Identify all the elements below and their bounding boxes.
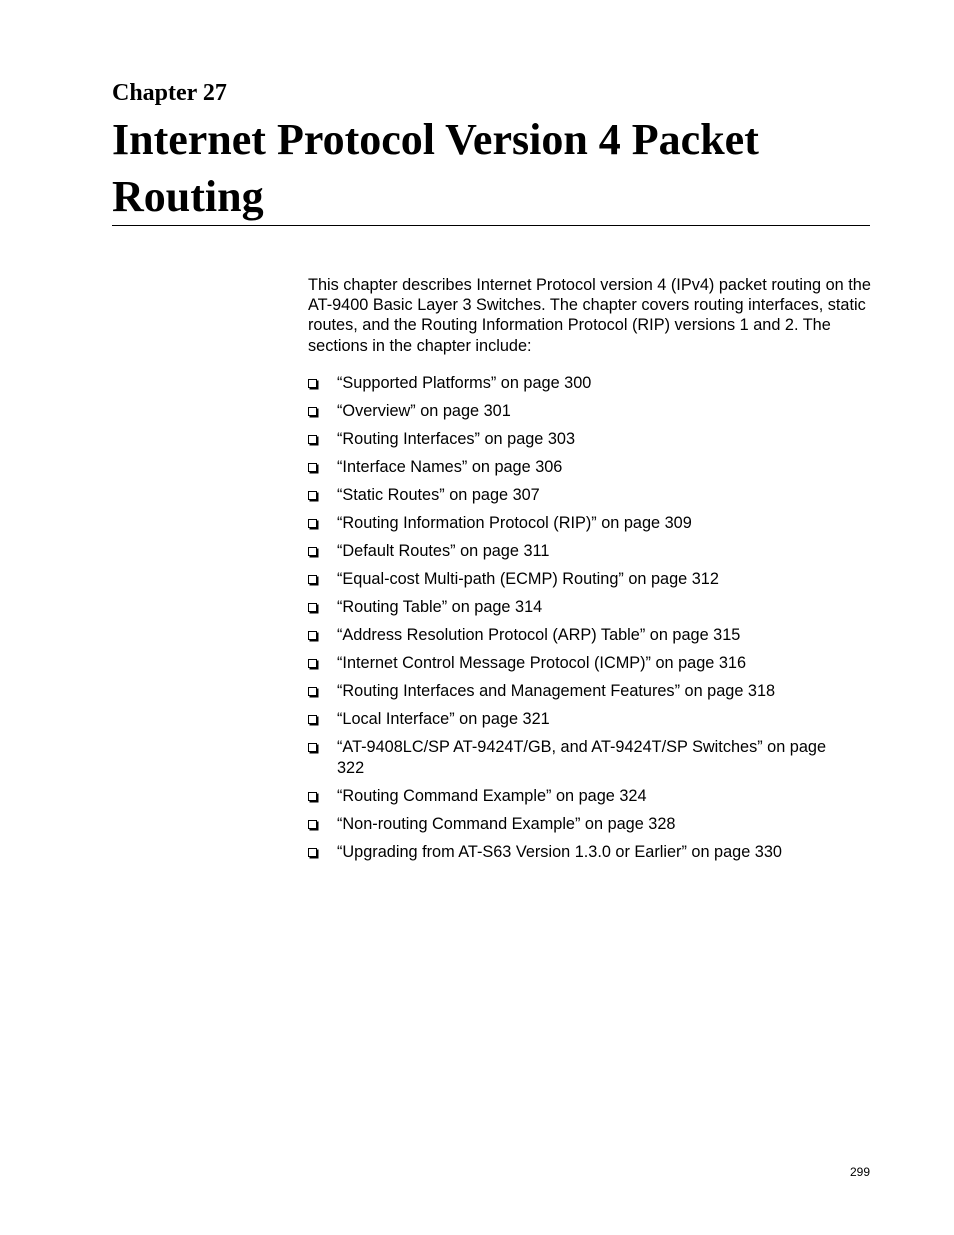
list-item: [308, 709, 848, 730]
square-bullet-icon: [308, 659, 317, 668]
list-item: [308, 681, 848, 702]
square-bullet-icon: [308, 575, 317, 584]
list-item: [308, 625, 848, 646]
list-item: [308, 401, 848, 422]
section-link[interactable]: “Static Routes” on page 307: [337, 486, 540, 504]
section-link[interactable]: “Address Resolution Protocol (ARP) Table” on page 315: [337, 626, 741, 644]
section-link[interactable]: “Routing Interfaces and Management Features” on page 318: [337, 682, 776, 700]
section-link[interactable]: “Internet Control Message Protocol (ICMP)” on page 316: [337, 654, 747, 672]
section-link[interactable]: “AT-9408LC/SP AT-9424T/GB, and AT-9424T/SP Switches” on page 322: [337, 738, 827, 777]
section-link[interactable]: “Equal-cost Multi-path (ECMP) Routing” on page 312: [337, 570, 719, 588]
square-bullet-icon: [308, 631, 317, 640]
list-item: [308, 373, 848, 394]
square-bullet-icon: [308, 603, 317, 612]
section-link[interactable]: “Overview” on page 301: [337, 402, 511, 420]
section-link[interactable]: “Local Interface” on page 321: [337, 710, 550, 728]
section-list: [308, 373, 848, 870]
section-link[interactable]: “Routing Information Protocol (RIP)” on page 309: [337, 514, 692, 532]
square-bullet-icon: [308, 519, 317, 528]
list-item: [308, 597, 848, 618]
list-item: [308, 569, 848, 590]
section-link[interactable]: “Supported Platforms” on page 300: [337, 374, 592, 392]
section-link[interactable]: “Default Routes” on page 311: [337, 542, 550, 560]
section-link[interactable]: “Non-routing Command Example” on page 328: [337, 815, 676, 833]
list-item: [308, 814, 848, 835]
square-bullet-icon: [308, 687, 317, 696]
square-bullet-icon: [308, 792, 317, 801]
intro-paragraph: This chapter describes Internet Protocol version 4 (IPv4) packet routing on the AT-9400 Basic Layer 3 Switches. The chapter covers routing interfaces, static routes, and the Routing Information Protocol (RIP) versions 1 and 2. The sections in the chapter include:: [308, 276, 871, 355]
chapter-title: Internet Protocol Version 4 Packet Routing: [112, 115, 759, 221]
list-item: [308, 737, 848, 779]
section-link[interactable]: “Upgrading from AT-S63 Version 1.3.0 or Earlier” on page 330: [337, 843, 782, 861]
square-bullet-icon: [308, 547, 317, 556]
square-bullet-icon: [308, 848, 317, 857]
list-item: [308, 457, 848, 478]
section-link[interactable]: “Interface Names” on page 306: [337, 458, 563, 476]
square-bullet-icon: [308, 379, 317, 388]
page-number: 299: [849, 1165, 870, 1179]
list-item: [308, 786, 848, 807]
square-bullet-icon: [308, 407, 317, 416]
list-item: [308, 842, 848, 863]
list-item: [308, 541, 848, 562]
square-bullet-icon: [308, 715, 317, 724]
list-item: [308, 429, 848, 450]
list-item: [308, 513, 848, 534]
title-divider: [112, 225, 870, 226]
list-item: [308, 653, 848, 674]
section-link[interactable]: “Routing Interfaces” on page 303: [337, 430, 576, 448]
square-bullet-icon: [308, 463, 317, 472]
chapter-label: Chapter 27: [112, 80, 227, 106]
square-bullet-icon: [308, 491, 317, 500]
section-link[interactable]: “Routing Command Example” on page 324: [337, 787, 647, 805]
square-bullet-icon: [308, 435, 317, 444]
section-link[interactable]: “Routing Table” on page 314: [337, 598, 543, 616]
list-item: [308, 485, 848, 506]
square-bullet-icon: [308, 743, 317, 752]
square-bullet-icon: [308, 820, 317, 829]
